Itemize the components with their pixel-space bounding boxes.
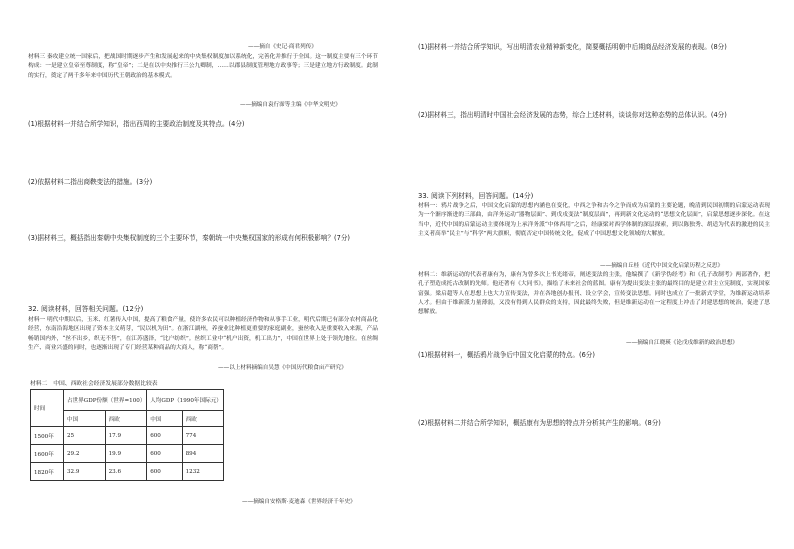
cell: 600 bbox=[147, 445, 182, 463]
question-2: (2)依据材料二指出商鞅变法的措施。(3分) bbox=[28, 178, 153, 186]
cell: 1820年 bbox=[31, 463, 64, 481]
table-row bbox=[31, 463, 224, 481]
sub-west-2: 西欧 bbox=[182, 411, 223, 427]
question-3: (3)据材料三，概括指出秦朝中央集权制度的三个主要环节，秦朝统一中央集权国家的形成有何积极影响？(7分) bbox=[28, 234, 350, 242]
cell: 1600年 bbox=[31, 445, 64, 463]
cell: 32.9 bbox=[64, 463, 106, 481]
th-gdp-per: 人均GDP（1990年国际元） bbox=[147, 390, 224, 411]
table-caption: 材料二 中国、西欧社会经济发展部分数据比较表 bbox=[30, 381, 158, 387]
table-row bbox=[31, 445, 224, 463]
cell: 19.9 bbox=[105, 445, 147, 463]
q32-title: 32. 阅读材料，回答相关问题。(12分) bbox=[28, 305, 144, 313]
sub-west-1: 西欧 bbox=[105, 411, 147, 427]
cell: 29.2 bbox=[64, 445, 106, 463]
source-zhonghua: ——摘编自袁行霈等主编《中华文明史》 bbox=[240, 102, 341, 108]
cell: 1500年 bbox=[31, 427, 64, 445]
q33-sub-2: (2)根据材料二并结合所学知识，概括康有为思想的特点并分析其产生的影响。(8分) bbox=[418, 419, 661, 427]
source-shiji: ——摘自《史记·商君列传》 bbox=[248, 44, 317, 50]
th-gdp-share: 占世界GDP份额（世界=100） bbox=[64, 390, 147, 411]
material-3-text: 材料三 秦攻建立统一国家后，把战国时期逐步产生和发展起来的中央集权制度加以系统化，完善化并推行于全国。这一制度主要有三个环节构成：一是建立皇帝至尊制度，称“皇帝”；二是在以中央推行三公九卿制，……以郡县制度管理地方政事等；三是建立地方行政制度。此制的实行，奠定了两千多年来中国历代王朝政治的基本模式。 bbox=[28, 54, 378, 79]
q33-sub-1: (1)根据材料一，概括鸦片战争后中国文化启蒙的特点。(6分) bbox=[418, 351, 595, 359]
question-1: (1)根据材料一并结合所学知识，指出西周的主要政治制度及其特点。(4分) bbox=[28, 120, 245, 128]
cell: 1232 bbox=[182, 463, 223, 481]
cell: 600 bbox=[147, 427, 182, 445]
data-table bbox=[30, 389, 224, 481]
sub-china-2: 中国 bbox=[147, 411, 182, 427]
cell: 25 bbox=[64, 427, 106, 445]
cell: 23.6 bbox=[105, 463, 147, 481]
q33-source-2: ——摘编自江晓瑛《论戊戌维新的政治思想》 bbox=[626, 340, 738, 346]
q33-material-2: 材料二：维新运动的代表者康有为，康有为曾多次上书光绪帝，阐述变法的主张，他编撰了《新学伪经考》和《孔子改制考》两部著作，把孔子塑造成托古改制的先师。他还著有《大同书》，描绘了未来社会的蓝图。康有为提出变法主张的最终目的是建立君主立宪制度，实现国家富强。梁启超等人在思想上也大力宣传变法，并在各地创办报刊、设立学会，宣传变法思想。同时也成立了一批新式学堂，为维新运动培养人才。但由于维新派力量薄弱，又没有得到人民群众的支持，因此最终失败，但是维新运动在一定程度上冲击了封建思想的统治，促进了思想解放。 bbox=[418, 272, 770, 316]
q33-material-1: 材料一：鸦片战争之后，中国文化启蒙的思想内涵也在变化，中西之争和古今之争而成为启蒙的主要论题，晚清到民国初期的启蒙运动表现为一个渐序渐进的三部曲，由洋务运动“器物层面”、到戊戌变法“制度层面”，再到新文化运动的“思想文化层面”，启蒙思想逐步深化。在这当中，近代中国的启蒙运动主要体现为上承洋务派“中体西用”之后，经康梁对西学体制的深层探索，到以陈独秀、胡适为代表的激进的民主主义者高举“民主”与“科学”两大旗帜，彻底否定中国传统文化，促成了中国思想文化领域的大解放。 bbox=[418, 203, 770, 237]
cell: 894 bbox=[182, 445, 223, 463]
q32-source: ——以上材料摘编自吴慧《中国历代粮食亩产研究》 bbox=[218, 365, 347, 371]
q32-material-1: 材料一 明代中期以后，玉米、红薯传入中国，提高了粮食产量，使许多农民可以种植经济作物和从事手工业，明代后期已有部分农村商品化经营，东南沿海地区出现了资本主义萌芽，“民以机为田”。在浙江湖州，养蚕业比种植更重要的家庭副业，蚕丝收入是重要收入来源，产品畅销国内外，“丝不出乡，织无不售”，在江苏盛泽，“比户纺织”。丝织工业中“机户出资，机工出力”，中国在世界上处于领先地位。在丝绸生产、商业兴盛的同时，也逐渐出现了专门经营某种商品的大商人，称“商帮”。 bbox=[28, 317, 378, 351]
q32-sub-1: (1)据材料一并结合所学知识，写出明清农业精神新变化，简要概括明朝中后期商品经济发展的表现。(8分) bbox=[418, 43, 727, 51]
cell: 17.9 bbox=[105, 427, 147, 445]
table-header-row bbox=[31, 390, 224, 411]
th-time: 时间 bbox=[31, 390, 64, 427]
cell: 774 bbox=[182, 427, 223, 445]
q33-source-1: ——摘编自丘桂《近代中国文化启蒙历程之反思》 bbox=[600, 263, 724, 269]
cell: 600 bbox=[147, 463, 182, 481]
q33-title: 33. 阅读下列材料，回答问题。(14分) bbox=[418, 192, 534, 200]
table-row bbox=[31, 427, 224, 445]
q32-sub-2: (2)据材料三，指出明清时中国社会经济发展的态势，综合上述材料，谈谈你对这种态势的总体认识。(4分) bbox=[418, 111, 727, 119]
table-source: ——摘编自安格斯·麦迪森《世界经济千年史》 bbox=[242, 499, 356, 505]
sub-china-1: 中国 bbox=[64, 411, 106, 427]
